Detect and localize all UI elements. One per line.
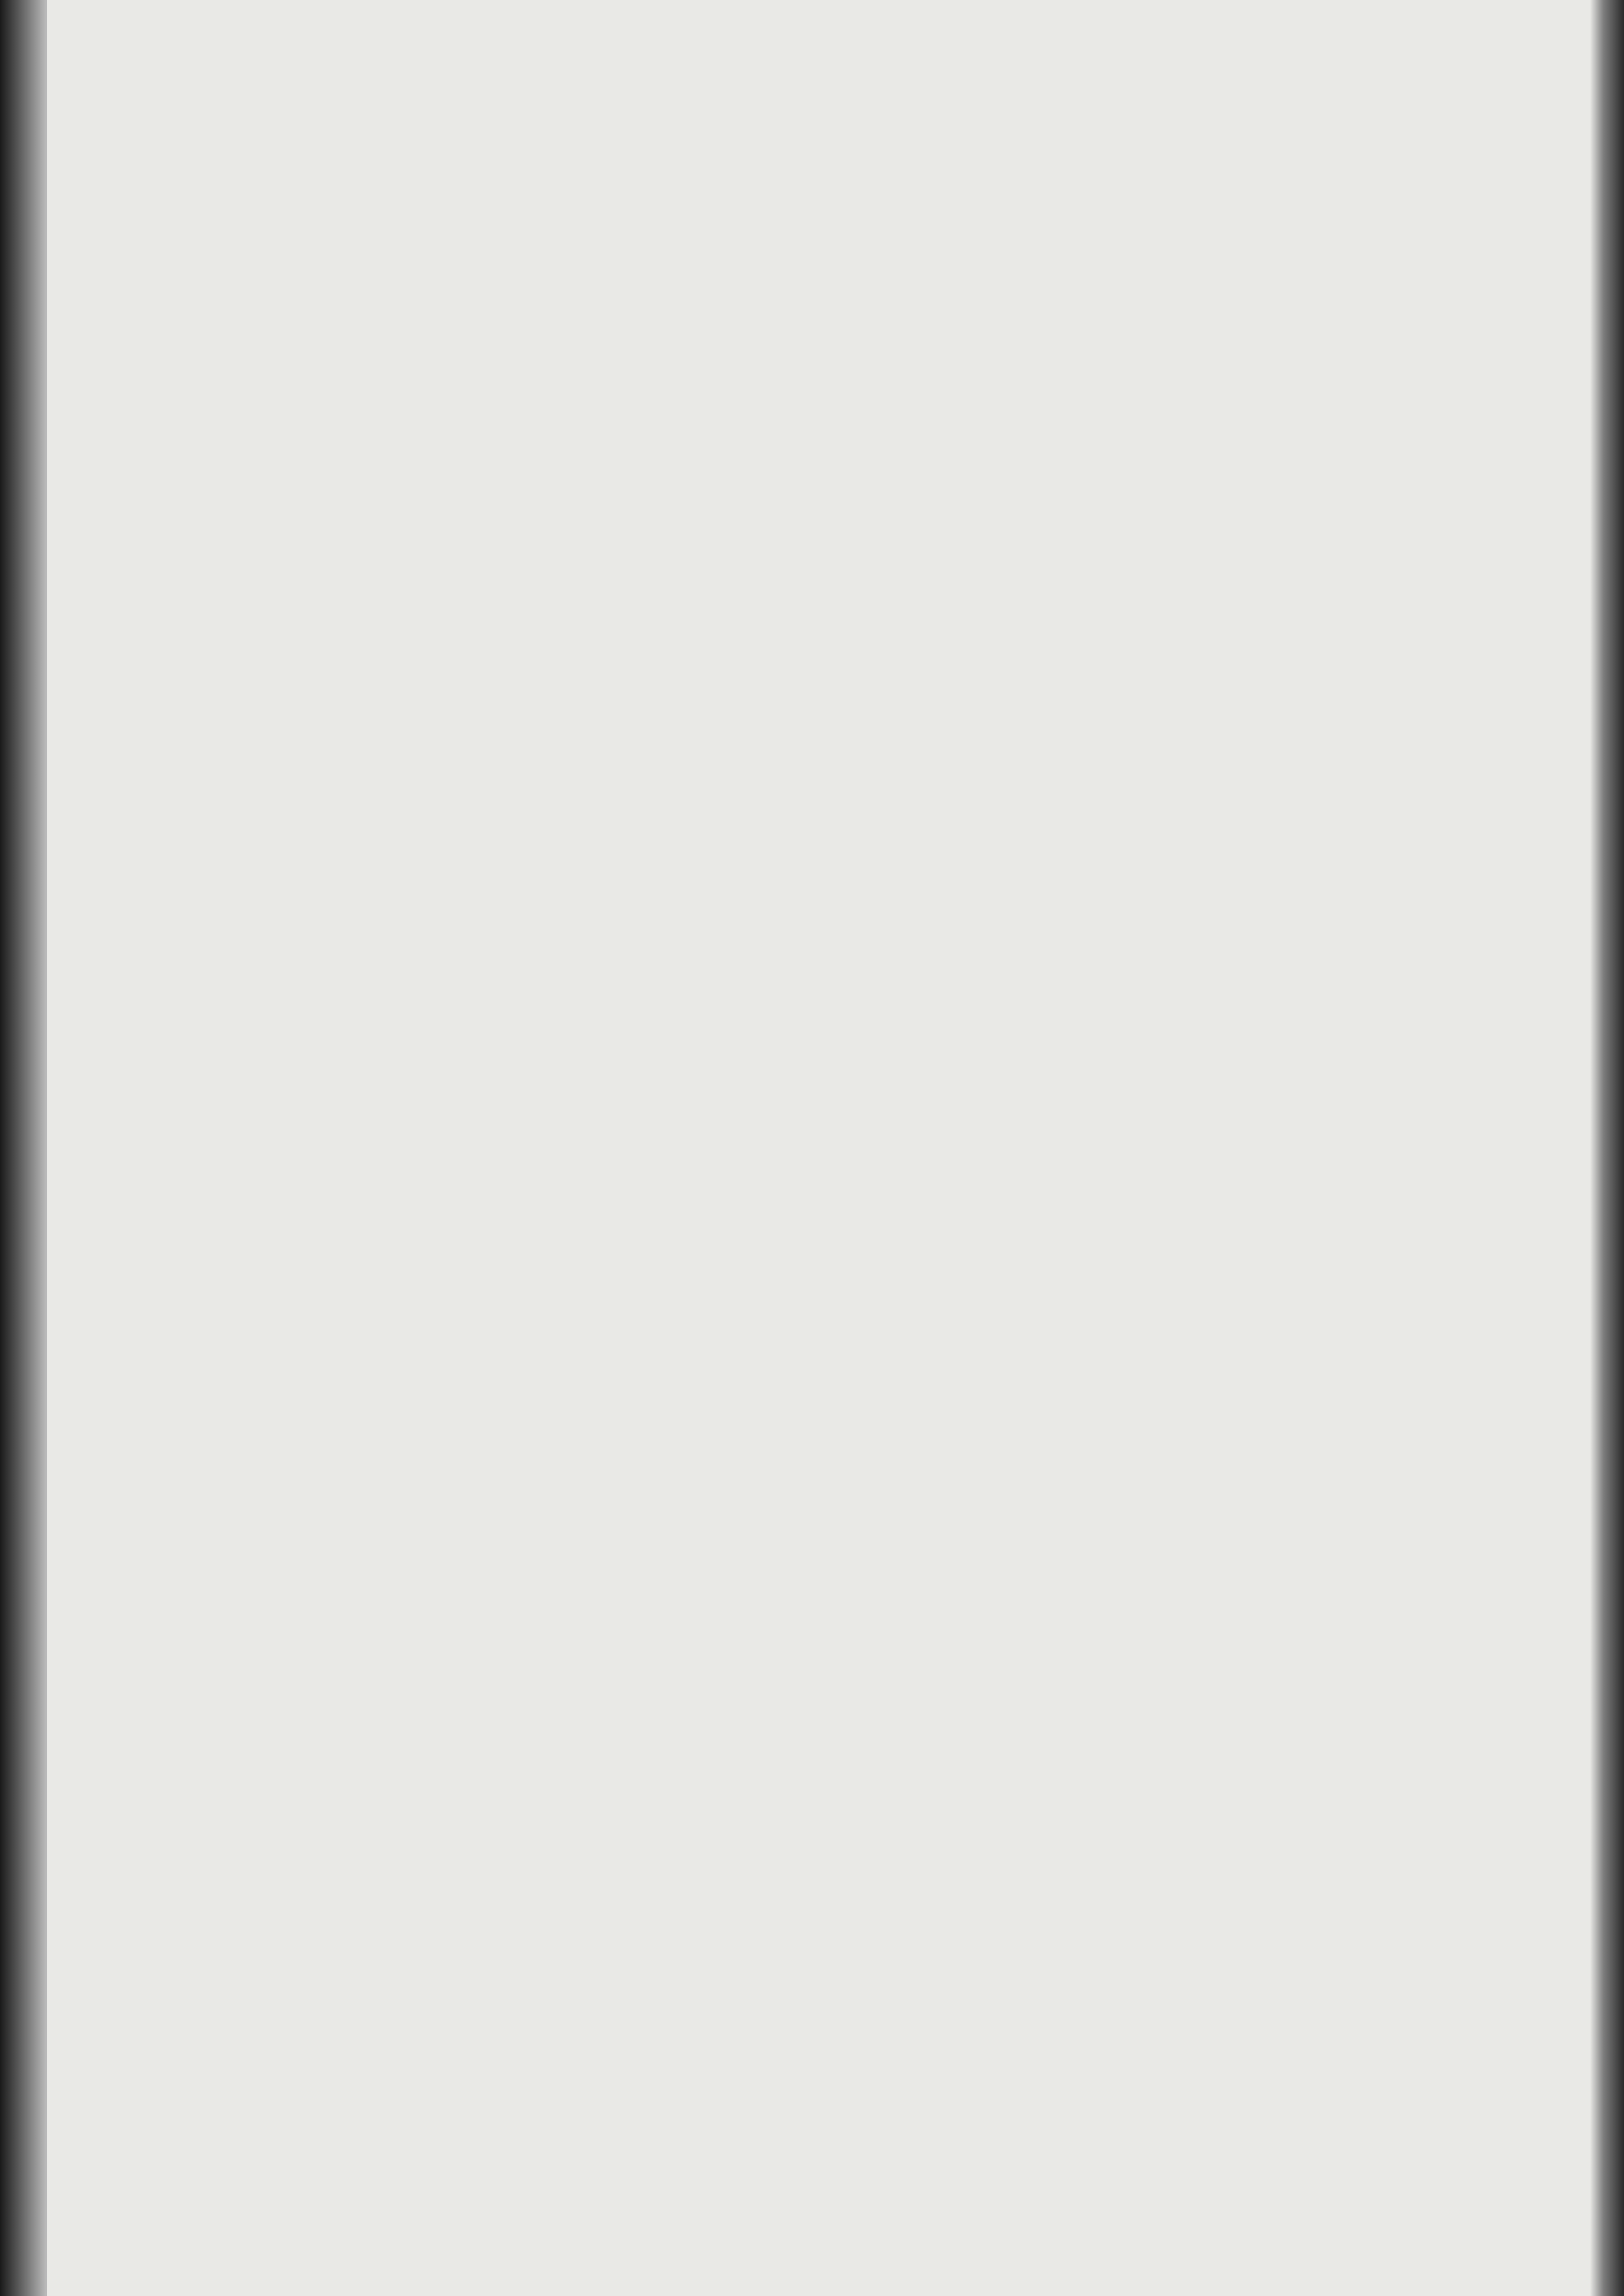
page-header (209, 50, 1574, 102)
scan-left-edge (0, 0, 47, 2296)
scan-right-edge (1590, 0, 1624, 2296)
page-content (209, 50, 1574, 102)
book-page (47, 0, 1590, 2296)
